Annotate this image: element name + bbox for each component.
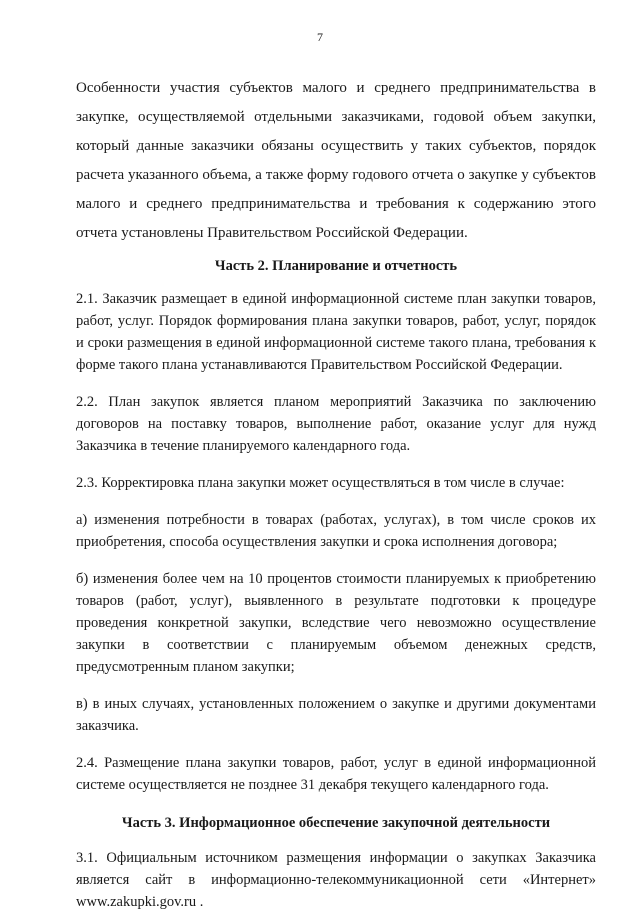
part-2-heading: Часть 2. Планирование и отчетность	[214, 258, 458, 274]
list-item-v: в) в иных случаях, установленных положением о закупке и другими документами заказчика.	[76, 696, 596, 734]
paragraph-2-3: 2.3. Корректировка плана закупки может осуществляться в том числе в случае:	[76, 475, 565, 491]
paragraph-2-4: 2.4. Размещение плана закупки товаров, работ, услуг в единой информационной системе осуществляется не позднее 31 декабря текущего календарного года.	[76, 755, 596, 793]
intro-paragraph: Особенности участия субъектов малого и среднего предпринимательства в закупке, осуществляемой отдельными заказчиками, годовой объем закупки, который данные заказчики обязаны осуществить у таких субъектов, порядок расчета указанного объема, а также форму годового отчета о закупке у субъектов малого и среднего предпринимательства и требования к содержанию этого отчета установлены Правительством Российской Федерации.	[76, 80, 596, 241]
part-3-heading: Часть 3. Информационное обеспечение закупочной деятельности	[121, 815, 551, 831]
paragraph-3-1: 3.1. Официальным источником размещения информации о закупках Заказчика является сайт в информационно-телекоммуникационной сети «Интернет» www.zakupki.gov.ru .	[76, 850, 596, 910]
document-body	[76, 74, 596, 913]
paragraph-2-2: 2.2. План закупок является планом мероприятий Заказчика по заключению договоров на поставку товаров, выполнение работ, оказание услуг для нужд Заказчика в течение планируемого календарного года.	[76, 394, 596, 454]
list-item-a: а) изменения потребности в товарах (работах, услугах), в том числе сроков их приобретения, способа осуществления закупки и срока исполнения договора;	[76, 512, 596, 550]
list-item-b: б) изменения более чем на 10 процентов стоимости планируемых к приобретению товаров (работ, услуг), выявленного в результате подготовки к процедуре проведения конкретной закупки, вследствие чего невозможно осуществление закупки в соответствии с планируемым объемом денежных средств, предусмотренным планом закупки;	[76, 571, 596, 675]
page-number: 7	[317, 30, 323, 44]
paragraph-2-1: 2.1. Заказчик размещает в единой информационной системе план закупки товаров, работ, услуг. Порядок формирования плана закупки товаров, работ, услуг, порядок и сроки размещения в единой информационной системе такого плана, требования к форме такого плана устанавливаются Правительством Российской Федерации.	[76, 291, 596, 373]
